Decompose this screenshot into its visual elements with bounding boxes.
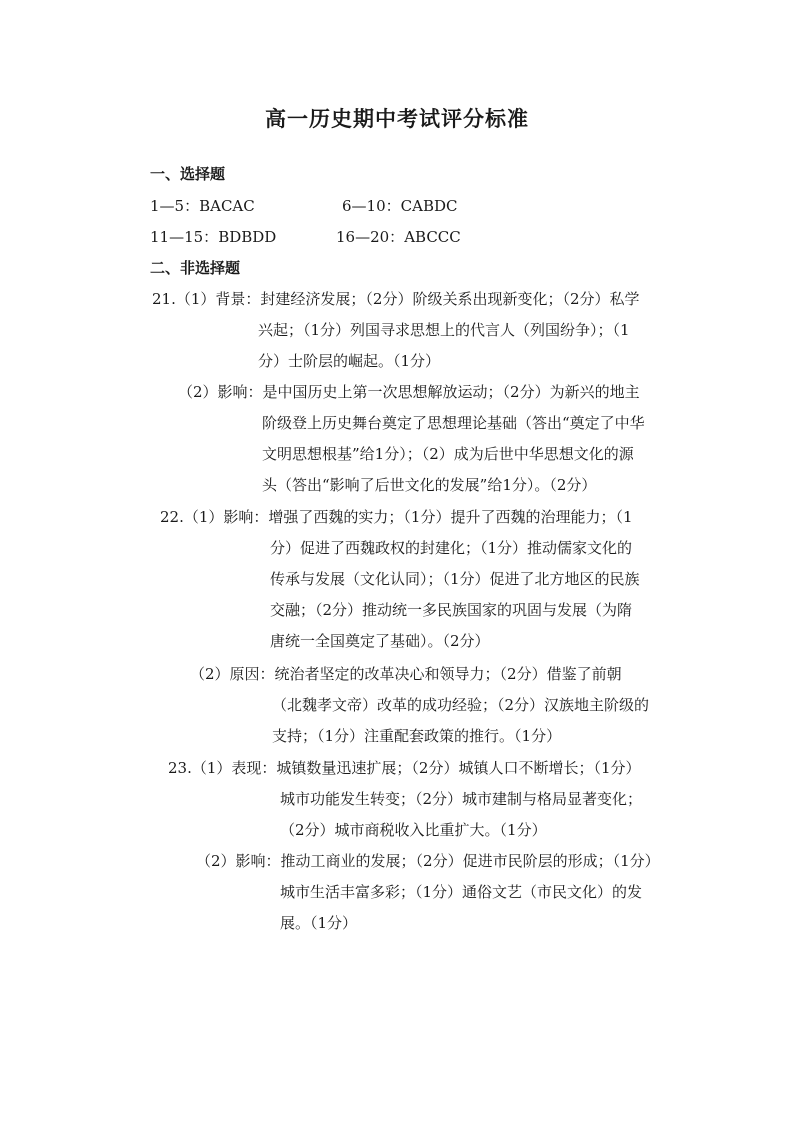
q23-line: （2）影响：推动工商业的发展；（2分）促进市民阶层的形成；（1分） bbox=[196, 852, 660, 870]
q22-line: 分）促进了西魏政权的封建化；（1分）推动儒家文化的 bbox=[270, 539, 633, 557]
page-title: 高一历史期中考试评分标准 bbox=[265, 106, 529, 131]
choice-row-1 bbox=[150, 196, 255, 216]
q21-line: 兴起；（1分）列国寻求思想上的代言人（列国纷争）；（1 bbox=[258, 321, 630, 339]
choice-row-2 bbox=[342, 196, 457, 216]
q21-line: 21.（1）背景：封建经济发展；（2分）阶级关系出现新变化；（2分）私学 bbox=[152, 290, 640, 308]
choice-answer: BDBDD bbox=[218, 228, 277, 246]
q22-line: 22.（1）影响：增强了西魏的实力；（1分）提升了西魏的治理能力；（1 bbox=[160, 508, 633, 526]
nonchoice-heading: 二、非选择题 bbox=[150, 259, 241, 277]
q21-line: （2）影响：是中国历史上第一次思想解放运动；（2分）为新兴的地主 bbox=[178, 383, 640, 401]
choice-range: 1—5： bbox=[150, 197, 200, 215]
q23-line: （2分）城市商税收入比重扩大。（1分） bbox=[280, 821, 547, 839]
q21-line: 分）士阶层的崛起。（1分） bbox=[258, 352, 441, 370]
q22-line: 唐统一全国奠定了基础）。（2分） bbox=[270, 632, 490, 650]
q22-line: （2）原因：统治者坚定的改革决心和领导力；（2分）借鉴了前朝 bbox=[190, 665, 622, 683]
choice-row-4 bbox=[336, 227, 461, 247]
q22-line: 传承与发展（文化认同）；（1分）促进了北方地区的民族 bbox=[270, 570, 640, 588]
q21-line: 头（答出“影响了后世文化的发展”给1分）。（2分） bbox=[262, 476, 597, 494]
choice-answer: CABDC bbox=[400, 197, 458, 215]
q21-line: 阶级登上历史舞台奠定了思想理论基础（答出“奠定了中华 bbox=[262, 414, 645, 432]
choice-heading: 一、选择题 bbox=[150, 165, 226, 183]
choice-row-3 bbox=[150, 227, 276, 247]
q23-line: 城市功能发生转变；（2分）城市建制与格局显著变化； bbox=[280, 790, 643, 808]
q23-line: 展。（1分） bbox=[280, 914, 358, 932]
q22-line: 交融；（2分）推动统一多民族国家的巩固与发展（为隋 bbox=[270, 601, 633, 619]
choice-answer: BACAC bbox=[199, 197, 255, 215]
q21-line: 文明思想根基”给1分）；（2）成为后世中华思想文化的源 bbox=[262, 445, 634, 463]
choice-range: 6—10： bbox=[342, 197, 401, 215]
q22-line: （北魏孝文帝）改革的成功经验；（2分）汉族地主阶级的 bbox=[272, 696, 650, 714]
q22-line: 支持；（1分）注重配套政策的推行。（1分） bbox=[272, 727, 562, 745]
choice-range: 11—15： bbox=[150, 228, 219, 246]
choice-answer: ABCCC bbox=[404, 228, 461, 246]
q23-line: 城市生活丰富多彩；（1分）通俗文艺（市民文化）的发 bbox=[280, 883, 643, 901]
q23-line: 23.（1）表现：城镇数量迅速扩展；（2分）城镇人口不断增长；（1分） bbox=[168, 759, 641, 777]
choice-range: 16—20： bbox=[336, 228, 405, 246]
